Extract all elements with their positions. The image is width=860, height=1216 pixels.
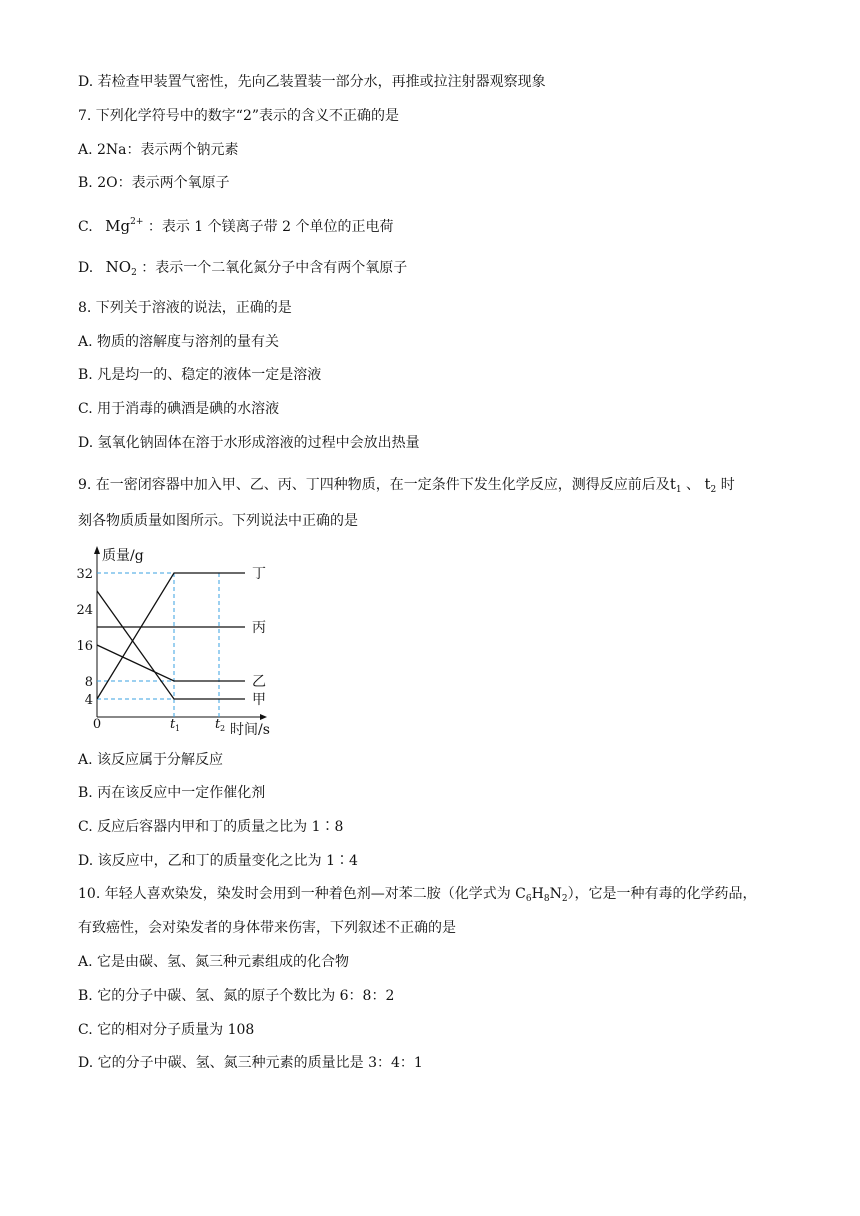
q7-option-b: B. 2O：表示两个氧原子 — [78, 175, 230, 191]
formula-subscript: 2 — [131, 268, 137, 278]
q10-option-a: A. 它是由碳、氢、氮三种元素组成的化合物 — [78, 954, 350, 970]
mass-time-chart — [70, 540, 290, 740]
q8-option-a: A. 物质的溶解度与溶剂的量有关 — [78, 334, 280, 350]
t1-symbol: $t_1$ — [669, 475, 682, 495]
q7-option-d — [78, 257, 407, 283]
q9-stem-line1: 9. 在一密闭容器中加入甲、乙、丙、丁四种物质，在一定条件下发生化学反应，测得反应前后及$t_1$ 、 $t_2$ 时 — [78, 475, 735, 495]
x-axis-arrow — [260, 714, 267, 720]
y-tick-label-16: 16 — [76, 639, 93, 654]
x-tick-label-t2: t — [215, 717, 221, 732]
q9-option-c: C. 反应后容器内甲和丁的质量之比为 1∶8 — [78, 819, 344, 835]
series-label-丙: 丙 — [252, 620, 266, 636]
q7-option-a: A. 2Na：表示两个钠元素 — [78, 142, 239, 158]
option-text: ：表示一个二氧化氮分子中含有两个氧原子 — [141, 260, 408, 276]
q7-stem: 7. 下列化学符号中的数字“2”表示的含义不正确的是 — [78, 108, 400, 124]
q10-option-b: B. 它的分子中碳、氢、氮的原子个数比为 6：8：2 — [78, 988, 395, 1004]
q9-stem-line2: 刻各物质质量如图所示。下列说法中正确的是 — [78, 513, 358, 529]
q10-option-d: D. 它的分子中碳、氢、氮三种元素的质量比是 3：4：1 — [78, 1055, 423, 1071]
y-tick-label-32: 32 — [76, 567, 93, 582]
series-label-甲: 甲 — [252, 692, 266, 708]
q9-option-d: D. 该反应中，乙和丁的质量变化之比为 1∶4 — [78, 853, 358, 869]
q8-stem: 8. 下列关于溶液的说法，正确的是 — [78, 300, 292, 316]
q10-stem-line2: 有致癌性，会对染发者的身体带来伤害，下列叙述不正确的是 — [78, 920, 456, 936]
ion-charge: 2+ — [130, 217, 144, 227]
x-axis-label: 时间/s — [230, 722, 270, 738]
x-tick-sub-t2: 2 — [220, 724, 226, 733]
nitrogen-dioxide-formula: $NO_2$ — [105, 258, 137, 278]
q9-option-a: A. 该反应属于分解反应 — [78, 752, 224, 768]
y-tick-label-8: 8 — [84, 675, 93, 690]
series-label-丁: 丁 — [252, 566, 266, 582]
y-axis-label: 质量/g — [102, 548, 144, 564]
q7-option-c — [78, 212, 393, 237]
magnesium-ion-symbol: $Mg^{2+}$ — [105, 217, 144, 235]
q9-option-b: B. 丙在该反应中一定作催化剂 — [78, 785, 266, 801]
y-tick-label-24: 24 — [76, 603, 93, 618]
x-tick-sub-t1: 1 — [175, 724, 181, 733]
q8-option-d: D. 氢氧化钠固体在溶于水形成溶液的过程中会放出热量 — [78, 435, 420, 451]
q10-stem-line1: 10. 年轻人喜欢染发，染发时会用到一种着色剂—对苯二胺（化学式为 $C_6H_8N_2$），它是一种有毒的化学药品， — [78, 886, 757, 904]
q8-option-c: C. 用于消毒的碘酒是碘的水溶液 — [78, 401, 280, 417]
q6-option-d: D. 若检查甲装置气密性，先向乙装置装一部分水，再推或拉注射器观察现象 — [78, 74, 546, 90]
option-text: ：表示 1 个镁离子带 2 个单位的正电荷 — [147, 219, 394, 235]
y-axis-arrow — [94, 546, 100, 554]
q10-option-c: C. 它的相对分子质量为 108 — [78, 1022, 255, 1038]
y-tick-label-4: 4 — [84, 693, 93, 708]
q8-option-b: B. 凡是均一的、稳定的液体一定是溶液 — [78, 367, 322, 383]
x-tick-label-t1: t — [170, 717, 176, 732]
series-line-甲 — [97, 591, 245, 699]
series-label-乙: 乙 — [252, 674, 266, 690]
x-tick-label-0: 0 — [92, 717, 102, 732]
t2-symbol: $t_2$ — [704, 475, 717, 495]
option-letter: C. — [78, 219, 93, 235]
option-letter: D. — [78, 260, 94, 276]
